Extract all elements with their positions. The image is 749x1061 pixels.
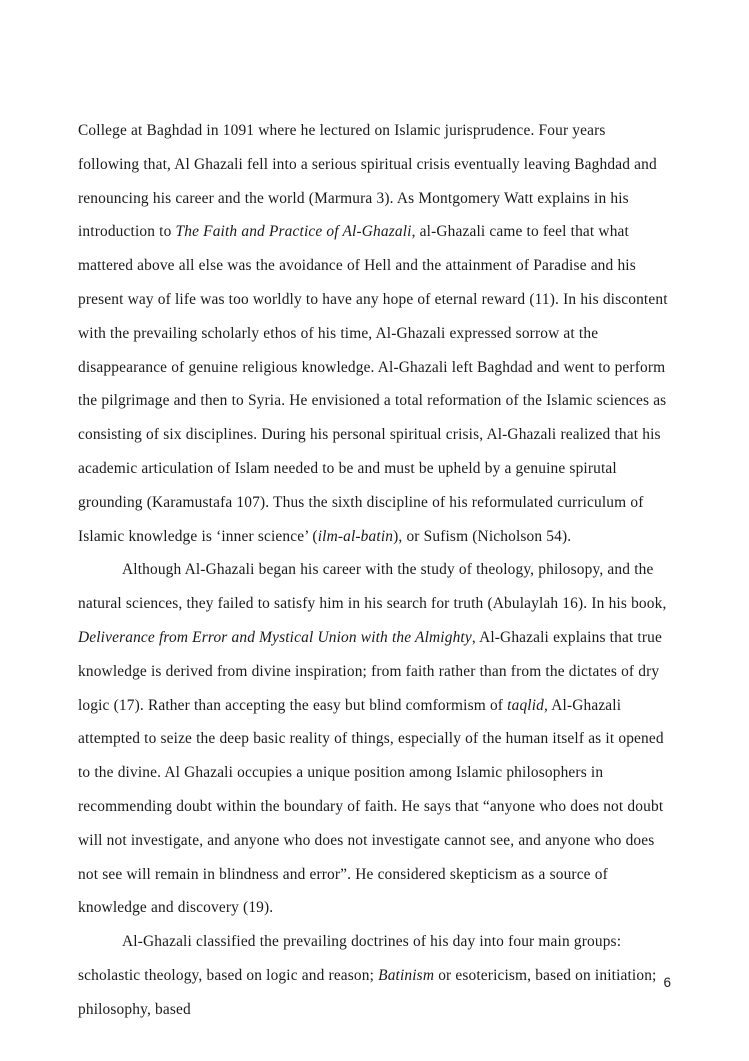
body-paragraph: Although Al-Ghazali began his career with the study of theology, philosopy, and the natural sciences, they failed to satisfy him in his search for truth (Abulaylah 16). In his book, Deliverance from Error and Mystical Union with the Almighty, Al-Ghazali explains that true knowledge is derived from divine inspiration; from faith rather than from the dictates of dry logic (17). Rather than accepting the easy but blind comformism of taqlid, Al-Ghazali attempted to seize the deep basic reality of things, especially of the human itself as it opened to the divine. Al Ghazali occupies a unique position among Islamic philosophers in recommending doubt within the boundary of faith. He says that “anyone who does not doubt will not investigate, and anyone who does not investigate cannot see, and anyone who does not see will remain in blindness and error”. He considered skepticism as a source of knowledge and discovery (19). xyxy=(78,561,667,917)
italic-title-run: Batinism xyxy=(378,966,435,984)
italic-title-run: Deliverance from Error and Mystical Union with the Almighty xyxy=(78,628,472,646)
italic-title-run: taqlid, xyxy=(507,696,549,714)
italic-title-run: The Faith and Practice of Al-Ghazali xyxy=(175,223,412,241)
body-paragraph: Al-Ghazali classified the prevailing doctrines of his day into four main groups: scholastic theology, based on logic and reason; Batinism or esotericism, based on initiation; philosophy, based xyxy=(78,933,657,1018)
italic-title-run: ilm-al-batin xyxy=(317,527,394,545)
body-paragraph: College at Baghdad in 1091 where he lectured on Islamic jurisprudence. Four years following that, Al Ghazali fell into a serious spiritual crisis eventually leaving Baghdad and renouncing his career and the world (Marmura 3). As Montgomery Watt explains in his introduction to The Faith and Practice of Al-Ghazali, al-Ghazali came to feel that what mattered above all else was the avoidance of Hell and the attainment of Paradise and his present way of life was too worldly to have any hope of eternal reward (11). In his discontent with the prevailing scholarly ethos of his time, Al-Ghazali expressed sorrow at the disappearance of genuine religious knowledge. Al-Ghazali left Baghdad and went to perform the pilgrimage and then to Syria. He envisioned a total reformation of the Islamic sciences as consisting of six disciplines. During his personal spiritual crisis, Al-Ghazali realized that his academic articulation of Islam needed to be and must be upheld by a genuine spirutal grounding (Karamustafa 107). Thus the sixth discipline of his reformulated curriculum of Islamic knowledge is ‘inner science’ (ilm-al-batin), or Sufism (Nicholson 54). xyxy=(78,122,668,545)
page-number: 6 xyxy=(663,975,671,990)
document-body xyxy=(78,114,669,1027)
